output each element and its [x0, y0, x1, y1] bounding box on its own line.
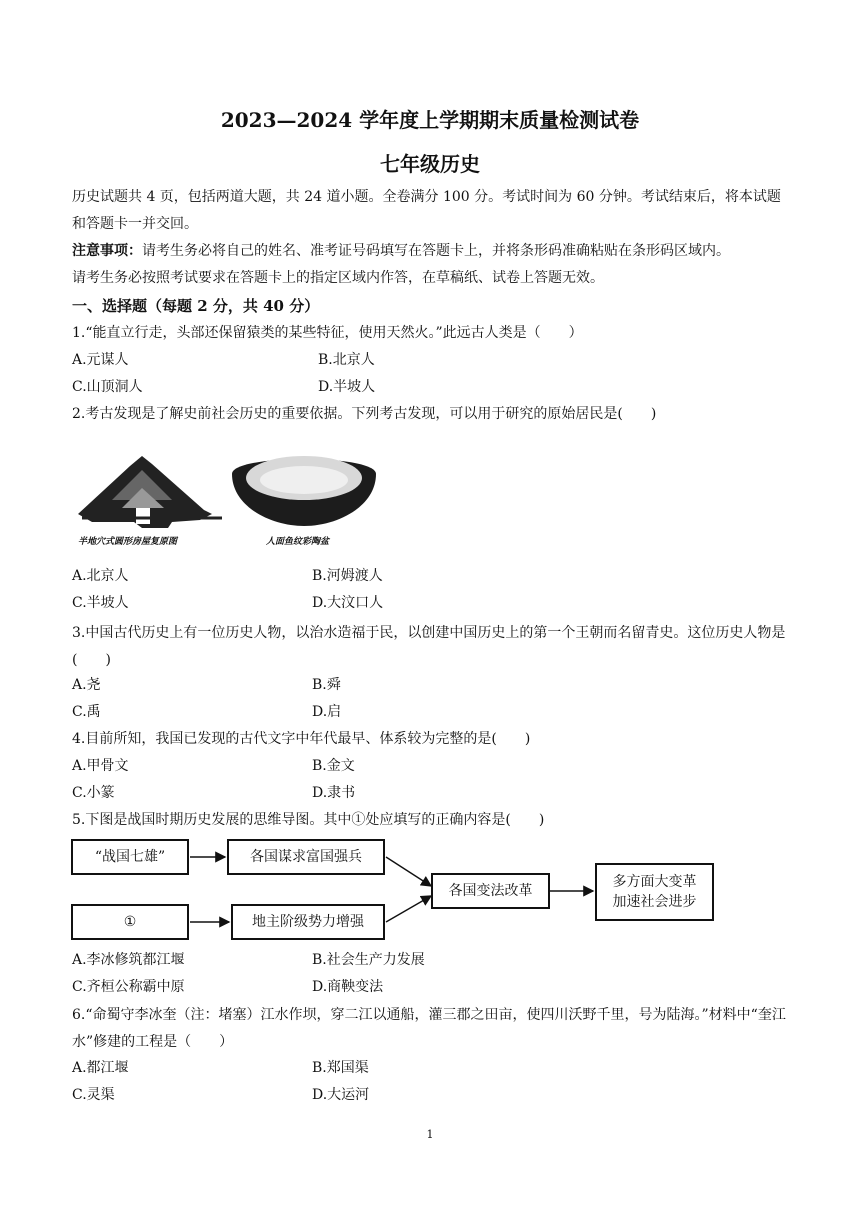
- question-3-stem: 3.中国古代历史上有一位历史人物，以治水造福于民，以创建中国历史上的第一个王朝而名留青史。这位历史人物是( ): [72, 625, 786, 668]
- q3-option-b: B.舜: [312, 677, 341, 693]
- question-4-stem: 4.目前所知，我国已发现的古代文字中年代最早、体系较为完整的是( ): [72, 731, 531, 747]
- notice-label: 注意事项：: [72, 243, 142, 259]
- q4-option-b: B.金文: [312, 758, 355, 774]
- map-box-seven-states: “战国七雄”: [71, 839, 189, 875]
- mind-map-diagram: [0, 830, 860, 948]
- arrow-3: [386, 857, 431, 886]
- question-2-stem: 2.考古发现是了解史前社会历史的重要依据。下列考古发现，可以用于研究的原始居民是( ): [72, 406, 657, 422]
- q2-option-c: C.半坡人: [72, 595, 129, 611]
- q2-option-b: B.河姆渡人: [312, 568, 383, 584]
- question-1-stem: 1.“能直立行走，头部还保留猿类的某些特征，使用天然火。”此远古人类是（ ）: [72, 325, 583, 341]
- exam-subtitle: 七年级历史: [380, 152, 480, 176]
- map-box-great-change: 多方面大变革 加速社会进步: [595, 863, 714, 921]
- notice-text: 请考生务必将自己的姓名、准考证号码填写在答题卡上，并将条形码准确粘贴在条形码区域内。: [142, 243, 730, 259]
- arrow-4: [386, 896, 431, 922]
- q5-option-b: B.社会生产力发展: [312, 952, 425, 968]
- q2-option-a: A.北京人: [72, 568, 129, 584]
- painted-pottery-basin-image: [228, 448, 380, 554]
- q5-option-d: D.商鞅变法: [312, 979, 384, 995]
- q2-option-d: D.大汶口人: [312, 595, 384, 611]
- map-box-blank: ①: [71, 904, 189, 940]
- exam-instructions: 历史试题共 4 页，包括两道大题，共 24 道小题。全卷满分 100 分。考试时间为 60 分钟。考试结束后，将本试题和答题卡一并交回。: [72, 189, 781, 232]
- q4-option-a: A.甲骨文: [72, 758, 129, 774]
- section-heading: 一、选择题（每题 2 分，共 40 分）: [72, 297, 320, 315]
- exam-title: 2023—2024 学年度上学期期末质量检测试卷: [220, 108, 640, 132]
- q5-option-a: A.李冰修筑都江堰: [72, 952, 185, 968]
- q1-option-d: D.半坡人: [318, 379, 376, 395]
- basin-image-caption: 人面鱼纹彩陶盆: [266, 537, 330, 547]
- hut-image-caption: 半地穴式圆形房屋复原图: [78, 537, 178, 547]
- q1-option-c: C.山顶洞人: [72, 379, 143, 395]
- q1-option-b: B.北京人: [318, 352, 375, 368]
- page-number: 1: [426, 1128, 434, 1141]
- map-box-enrich-states: 各国谋求富国强兵: [227, 839, 385, 875]
- question-5-stem: 5.下图是战国时期历史发展的思维导图。其中①处应填写的正确内容是( ): [72, 812, 545, 828]
- map-box-landlord-class: 地主阶级势力增强: [231, 904, 385, 940]
- notice-line-2: 请考生务必按照考试要求在答题卡上的指定区域内作答，在草稿纸、试卷上答题无效。: [72, 270, 604, 286]
- q6-option-a: A.都江堰: [72, 1060, 129, 1076]
- notice-line-1: [72, 241, 730, 261]
- q6-option-b: B.郑国渠: [312, 1060, 369, 1076]
- q4-option-c: C.小篆: [72, 785, 115, 801]
- q1-option-a: A.元谋人: [72, 352, 129, 368]
- q3-option-c: C.禹: [72, 704, 101, 720]
- question-6-stem: 6.“命蜀守李冰奎（注：堵塞）江水作坝，穿二江以通船，灌三郡之田亩，使四川沃野千里，号为陆海。”材料中“奎江水”修建的工程是（ ）: [72, 1007, 786, 1050]
- q3-option-a: A.尧: [72, 677, 101, 693]
- map-box-reforms: 各国变法改革: [431, 873, 550, 909]
- q4-option-d: D.隶书: [312, 785, 356, 801]
- q6-option-c: C.灵渠: [72, 1087, 115, 1103]
- q5-option-c: C.齐桓公称霸中原: [72, 979, 185, 995]
- q6-option-d: D.大运河: [312, 1087, 370, 1103]
- q3-option-d: D.启: [312, 704, 342, 720]
- hut-reconstruction-image: [72, 448, 232, 554]
